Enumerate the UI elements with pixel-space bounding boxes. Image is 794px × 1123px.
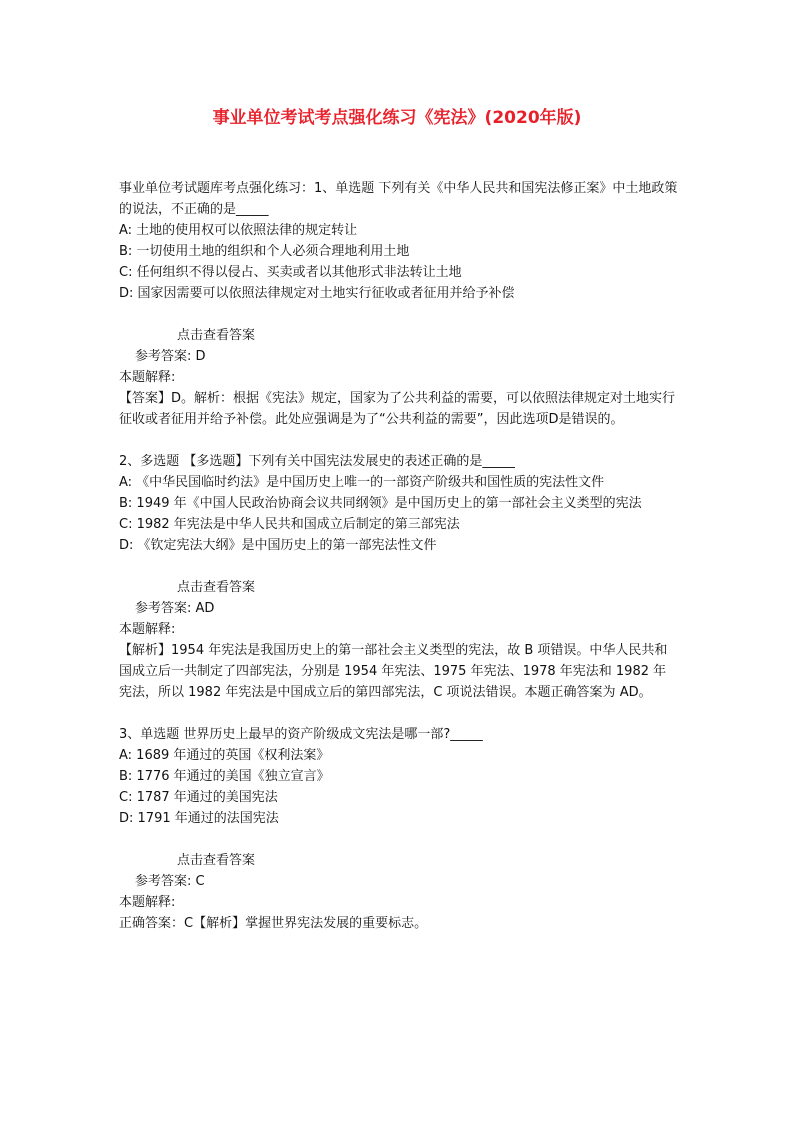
option-a: A: 土地的使用权可以依照法律的规定转让 <box>119 223 358 238</box>
option-b: B: 1949 年《中国人民政治协商会议共同纲领》是中国历史上的第一部社会主义类型的宪法 <box>119 496 642 511</box>
option-c: C: 1787 年通过的美国宪法 <box>119 790 278 805</box>
explanation-label: 本题解释: <box>119 895 176 910</box>
option-c: C: 任何组织不得以侵占、买卖或者以其他形式非法转让土地 <box>119 265 462 280</box>
question-stem: 3、单选题 世界历史上最早的资产阶级成文宪法是哪一部?_____ <box>119 727 483 742</box>
question-1 <box>119 178 679 430</box>
explanation-text: 【答案】D。解析：根据《宪法》规定，国家为了公共利益的需要，可以依照法律规定对土地实行征收或者征用并给予补偿。此处应强调是为了“公共利益的需要”，因此选项D是错误的。 <box>119 391 676 427</box>
option-b: B: 一切使用土地的组织和个人必须合理地利用土地 <box>119 244 410 259</box>
option-d: D: 1791 年通过的法国宪法 <box>119 811 279 826</box>
explanation-label: 本题解释: <box>119 622 176 637</box>
option-a: A: 1689 年通过的英国《权利法案》 <box>119 748 330 763</box>
explanation-label: 本题解释: <box>119 370 176 385</box>
show-answer-link[interactable]: 点击查看答案 <box>177 328 256 343</box>
option-a: A: 《中华民国临时约法》是中国历史上唯一的一部资产阶级共和国性质的宪法性文件 <box>119 475 605 490</box>
reference-answer: 参考答案: AD <box>135 601 215 616</box>
document-title: 事业单位考试考点强化练习《宪法》(2020年版) <box>212 108 582 128</box>
show-answer-link[interactable]: 点击查看答案 <box>177 853 256 868</box>
question-3 <box>119 724 679 934</box>
explanation-text: 【解析】1954 年宪法是我国历史上的第一部社会主义类型的宪法，故 B 项错误。中华人民共和国成立后一共制定了四部宪法，分别是 1954 年宪法、1975 年宪法、1978 年宪法和 1982 年宪法，所以 1982 年宪法是中国成立后的第四部宪法，C 项说法错误。本题正确答案为 AD。 <box>119 643 668 700</box>
explanation-text: 正确答案：C【解析】掌握世界宪法发展的重要标志。 <box>119 916 428 931</box>
question-stem: 2、多选题 【多选题】下列有关中国宪法发展史的表述正确的是_____ <box>119 454 515 469</box>
option-d: D: 国家因需要可以依照法律规定对土地实行征收或者征用并给予补偿 <box>119 286 515 301</box>
option-d: D: 《钦定宪法大纲》是中国历史上的第一部宪法性文件 <box>119 538 437 553</box>
question-list <box>119 178 679 934</box>
show-answer-link[interactable]: 点击查看答案 <box>177 580 256 595</box>
reference-answer: 参考答案: D <box>135 349 206 364</box>
question-2 <box>119 451 679 703</box>
option-b: B: 1776 年通过的美国《独立宣言》 <box>119 769 330 784</box>
question-stem: 事业单位考试题库考点强化练习：1、单选题 下列有关《中华人民共和国宪法修正案》中土地政策的说法，不正确的是_____ <box>119 181 678 217</box>
option-c: C: 1982 年宪法是中华人民共和国成立后制定的第三部宪法 <box>119 517 460 532</box>
reference-answer: 参考答案: C <box>135 874 205 889</box>
